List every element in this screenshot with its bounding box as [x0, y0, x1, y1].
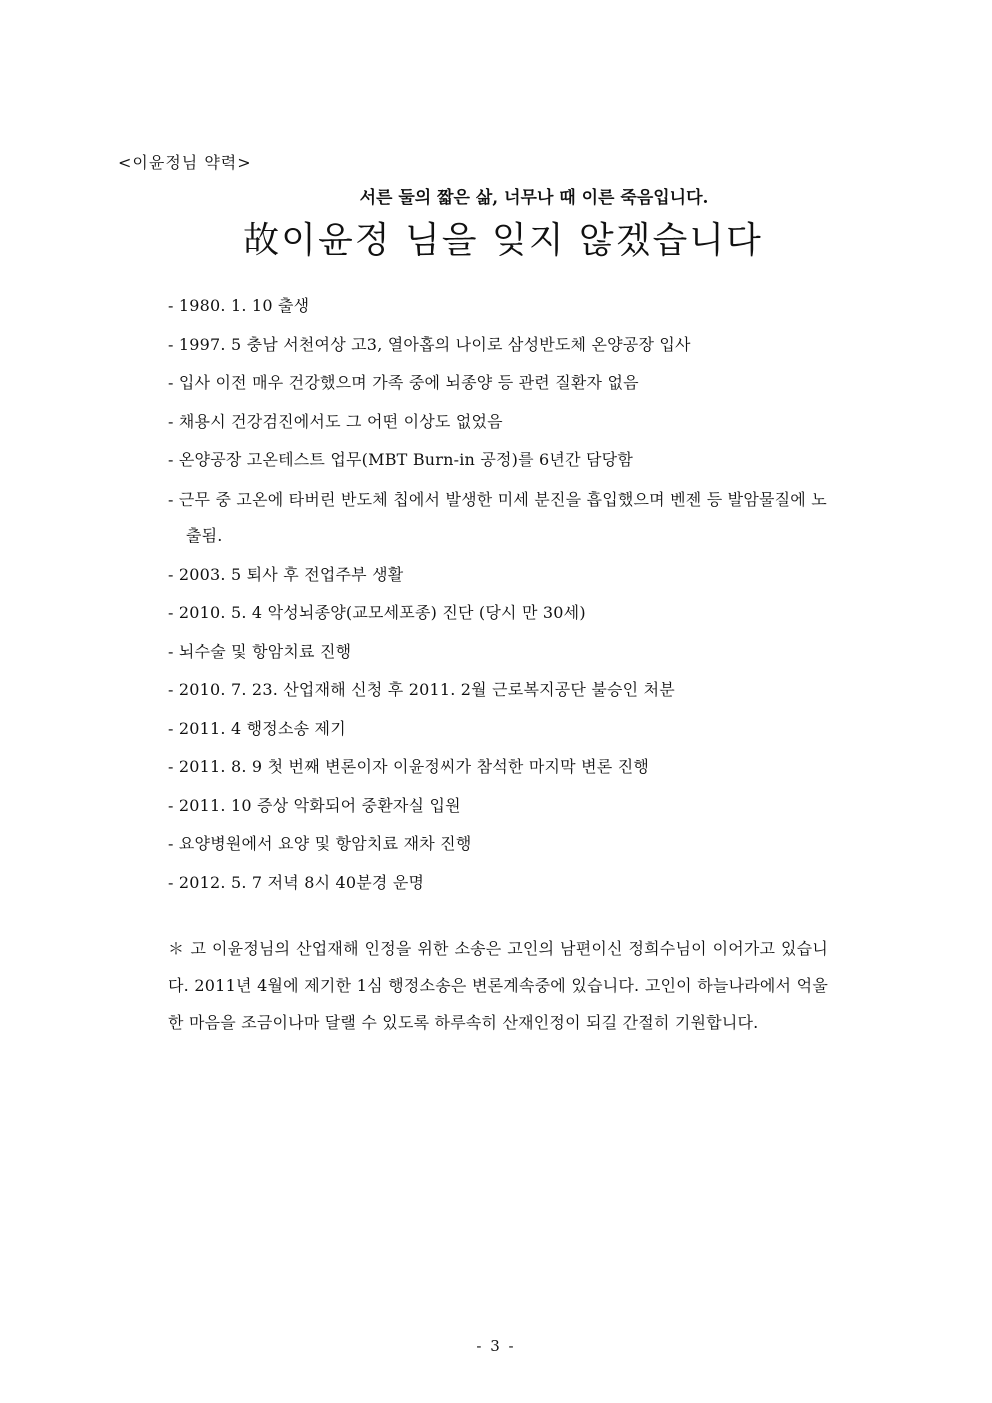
timeline-item: - 2003. 5 퇴사 후 전업주부 생활	[168, 564, 404, 584]
timeline-item: - 2010. 5. 4 악성뇌종양(교모세포종) 진단 (당시 만 30세)	[168, 603, 586, 622]
timeline-item: - 온양공장 고온테스트 업무(MBT Burn-in 공정)를 6년간 담당함	[168, 450, 633, 469]
timeline-item: - 채용시 건강검진에서도 그 어떤 이상도 없었음	[168, 411, 503, 431]
timeline-item: - 1997. 5 충남 서천여상 고3, 열아홉의 나이로 삼성반도체 온양공장 입사	[168, 334, 691, 354]
timeline-item: - 2011. 10 증상 악화되어 중환자실 입원	[168, 795, 461, 815]
timeline-item: - 1980. 1. 10 출생	[168, 296, 310, 315]
timeline-item: - 2011. 4 행정소송 제기	[168, 718, 346, 738]
timeline-item: - 2012. 5. 7 저녁 8시 40분경 운명	[168, 872, 425, 892]
timeline-item: - 뇌수술 및 항암치료 진행	[168, 641, 352, 661]
timeline-item: - 입사 이전 매우 건강했으며 가족 중에 뇌종양 등 관련 질환자 없음	[168, 373, 639, 392]
section-label: <이윤정님 약력>	[118, 153, 252, 172]
timeline-item: - 요양병원에서 요양 및 항암치료 재차 진행	[168, 834, 472, 853]
page-title: 故이윤정 님을 잊지 않겠습니다	[243, 220, 763, 261]
subtitle: 서른 둘의 짧은 삶, 너무나 때 이른 죽음입니다.	[359, 188, 709, 208]
timeline-item: - 2011. 8. 9 첫 번째 변론이자 이윤정씨가 참석한 마지막 변론 진행	[168, 757, 650, 776]
timeline-item: - 2010. 7. 23. 산업재해 신청 후 2011. 2월 근로복지공단 불승인 처분	[168, 680, 675, 699]
timeline-item: - 근무 중 고온에 타버린 반도체 칩에서 발생한 미세 분진을 흡입했으며 벤젠 등 발암물질에 노출됨.	[168, 489, 827, 545]
page-number: - 3 -	[476, 1337, 516, 1355]
timeline-list	[168, 287, 828, 902]
closing-note: ＊ 고 이윤정님의 산업재해 인정을 위한 소송은 고인의 남편이신 정희수님이 이어가고 있습니다. 2011년 4월에 제기한 1심 행정소송은 변론계속중에 있습니다. 고인이 하늘나라에서 억울한 마음을 조금이나마 달랠 수 있도록 하루속히 산재인정이 되길 간절히 기원합니다.	[168, 939, 828, 1032]
